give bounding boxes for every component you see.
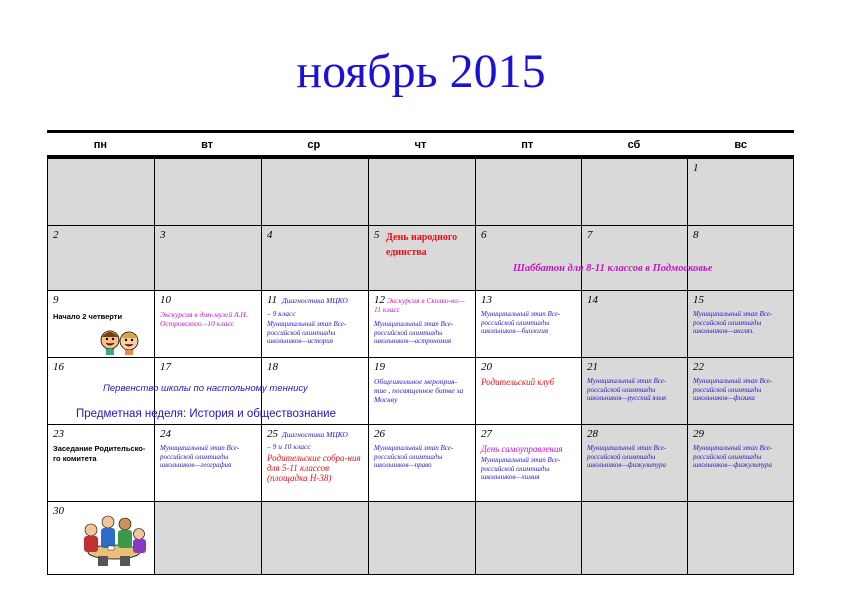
- day-cell-19: [369, 358, 476, 425]
- day-cell-empty: [476, 159, 582, 226]
- day-number: 11: [267, 294, 278, 306]
- day-number: 21: [587, 361, 598, 373]
- day-cell-13: [476, 291, 582, 358]
- day-cell-28: [582, 425, 688, 502]
- day-cell-29: [688, 425, 794, 502]
- day-number: 12: [374, 294, 385, 306]
- day-number: 26: [374, 428, 385, 440]
- day-cell-25: [262, 425, 369, 502]
- day-number: 16: [53, 361, 64, 373]
- day-number: 8: [693, 229, 699, 241]
- day-number: 13: [481, 294, 492, 306]
- sabbath-banner: Шаббатон для 8-11 классов в Подмосковье: [513, 263, 713, 274]
- day-number: 3: [160, 229, 166, 241]
- olympiad-note: Муниципальный этап Все-российской олимпиады школьников—история: [267, 320, 347, 345]
- day-number: 22: [693, 361, 704, 373]
- page-title: ноябрь 2015: [296, 45, 546, 98]
- weekday-header: [47, 133, 794, 158]
- diagnostics-note: Диагностика МЦКО: [282, 296, 348, 305]
- weekday-fri: пт: [521, 139, 534, 151]
- parent-meetings-note: Родительские собра-ния для 5-11 классов (площадка Н-38): [267, 453, 361, 483]
- term-start-label: Начало 2 четверти: [53, 312, 123, 321]
- weekday-tue: вт: [201, 139, 214, 151]
- day-cell-21: [582, 358, 688, 425]
- day-number: 27: [481, 428, 492, 440]
- day-cell-26: [369, 425, 476, 502]
- day-number: 20: [481, 361, 492, 373]
- day-cell-empty: [476, 502, 582, 575]
- diagnostics-grade: – 9 и 10 класс: [267, 442, 311, 451]
- day-number: 28: [587, 428, 598, 440]
- day-number: 30: [53, 505, 64, 517]
- olympiad-note: Муниципальный этап Все-российской олимпиады школьников—химия: [481, 456, 561, 481]
- day-number: 15: [693, 294, 704, 306]
- excursion-note: Экскурсия в Сколко-во—11 класс: [374, 296, 465, 314]
- tennis-banner: Первенство школы по настольному теннису: [103, 383, 308, 394]
- kids-faces-icon: [100, 327, 140, 355]
- school-event-note: Общешкольное мероприя-тие , посвященное битве за Москву: [374, 377, 464, 404]
- olympiad-note: Муниципальный этап Все-российской олимпиады школьников—право: [374, 444, 454, 469]
- day-cell-22: [688, 358, 794, 425]
- day-number: 2: [53, 229, 59, 241]
- day-cell-6: [476, 226, 582, 291]
- day-number: 10: [160, 294, 171, 306]
- olympiad-note: Муниципальный этап Все-российской олимпиады школьников—астрономия: [374, 320, 454, 345]
- day-number: 6: [481, 229, 487, 241]
- day-cell-empty: [582, 502, 688, 575]
- day-number: 4: [267, 229, 273, 241]
- day-cell-3: [155, 226, 262, 291]
- day-cell-10: [155, 291, 262, 358]
- day-cell-27: [476, 425, 582, 502]
- weekday-thu: чт: [414, 139, 427, 151]
- olympiad-note: Муниципальный этап Все-российской олимпиады школьников—физкультура: [587, 444, 667, 469]
- day-cell-20: [476, 358, 582, 425]
- olympiad-note: Муниципальный этап Все-российской олимпиады школьников—физика: [693, 377, 773, 402]
- day-cell-1: [688, 159, 794, 226]
- calendar-grid: [47, 158, 794, 575]
- day-number: 9: [53, 294, 59, 306]
- day-cell-24: [155, 425, 262, 502]
- day-number: 19: [374, 361, 385, 373]
- diagnostics-note: Диагностика МЦКО: [282, 430, 348, 439]
- day-cell-empty: [155, 159, 262, 226]
- day-cell-7: [582, 226, 688, 291]
- day-cell-empty: [369, 159, 476, 226]
- day-number: 14: [587, 294, 598, 306]
- day-cell-empty: [262, 502, 369, 575]
- day-cell-empty: [48, 159, 155, 226]
- day-cell-empty: [688, 502, 794, 575]
- people-at-table-icon: [78, 512, 150, 568]
- olympiad-note: Муниципальный этап Все-российской олимпиады школьников—англяз.: [693, 310, 773, 335]
- day-number: 29: [693, 428, 704, 440]
- day-cell-empty: [262, 159, 369, 226]
- weekday-sun: вс: [734, 139, 747, 151]
- day-cell-empty: [582, 159, 688, 226]
- olympiad-note: Муниципальный этап Все-российской олимпиады школьников—физкультура: [693, 444, 773, 469]
- day-cell-5: [369, 226, 476, 291]
- day-cell-empty: [369, 502, 476, 575]
- day-cell-9: [48, 291, 155, 358]
- day-number: 7: [587, 229, 593, 241]
- day-number: 25: [267, 428, 278, 440]
- day-number: 5: [374, 229, 380, 241]
- day-number: 24: [160, 428, 171, 440]
- parents-club-note: Родительский клуб: [481, 377, 555, 387]
- weekday-wed: ср: [307, 139, 321, 151]
- self-government-note: День самоуправления: [481, 444, 563, 454]
- day-number: 18: [267, 361, 278, 373]
- subject-week-banner: Предметная неделя: История и обществознание: [76, 408, 336, 420]
- day-number: 23: [53, 428, 64, 440]
- day-cell-4: [262, 226, 369, 291]
- weekday-mon: пн: [93, 139, 107, 151]
- excursion-note: Экскурсия в дом-музей А.Н. Островского –10 класс: [160, 310, 248, 328]
- olympiad-note: Муниципальный этап Все-российской олимпиады школьников—русский язык: [587, 377, 667, 402]
- day-cell-2: [48, 226, 155, 291]
- day-cell-15: [688, 291, 794, 358]
- holiday-label: День народного единства: [386, 232, 458, 258]
- olympiad-note: Муниципальный этап Все-российской олимпиады школьников—биология: [481, 310, 561, 335]
- olympiad-note: Муниципальный этап Все-российской олимпиады школьников—география: [160, 444, 240, 469]
- day-number: 17: [160, 361, 171, 373]
- weekday-sat: сб: [627, 139, 641, 151]
- day-cell-30: [48, 502, 155, 575]
- day-cell-23: [48, 425, 155, 502]
- day-cell-empty: [155, 502, 262, 575]
- day-cell-8: [688, 226, 794, 291]
- day-cell-11: [262, 291, 369, 358]
- day-number: 1: [693, 162, 699, 174]
- committee-meeting-note: Заседание Родительско-го комитета: [53, 444, 146, 463]
- day-cell-12: [369, 291, 476, 358]
- diagnostics-grade: – 9 класс: [267, 309, 296, 318]
- day-cell-14: [582, 291, 688, 358]
